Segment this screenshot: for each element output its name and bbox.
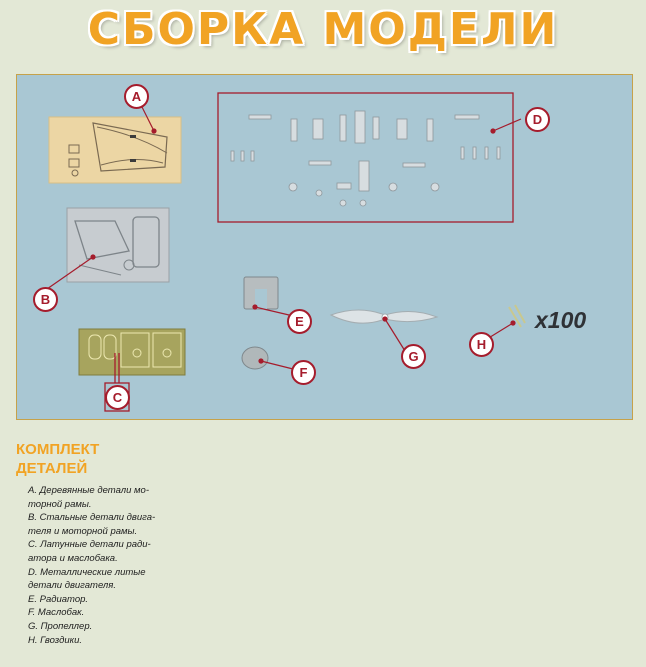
kit-heading-line-1: КОМПЛЕКТ [16,441,100,458]
brass-parts-fret [79,329,185,375]
legend-line: E. Радиатор. [28,593,89,605]
legend-line: B. Стальные детали двига- [28,512,156,524]
callout-c: C [105,385,130,410]
nails-quantity-label: x100 [535,307,587,333]
legend-line: торной рамы. [28,498,92,510]
radiator-casting [244,277,278,309]
callout-a: A [124,84,149,109]
legend-line: D. Металлические литые [28,566,146,578]
callout-g: G [401,344,426,369]
kit-heading [16,440,99,478]
legend-line: атора и маслобака. [28,552,118,564]
callout-h: H [469,332,494,357]
kit-heading-line-2: ДЕТАЛЕЙ [16,460,88,477]
legend-line: A. Деревянные детали мо- [28,485,149,496]
parts-legend [28,484,163,647]
oil-tank-casting [242,347,268,369]
parts-photo [16,74,633,420]
steel-parts-fret [67,208,169,282]
legend-line: C. Латунные детали ради- [28,539,151,551]
legend-line: F. Маслобак. [28,607,85,619]
metal-castings [231,111,500,206]
legend-line: теля и моторной рамы. [28,525,138,537]
wooden-parts-sheet [49,117,181,183]
legend-line: H. Гвоздики. [28,634,83,646]
callout-f: F [291,360,316,385]
callout-e: E [287,309,312,334]
callout-d: D [525,107,550,132]
callout-b: B [33,287,58,312]
page-title: СБОРКА МОДЕЛИ [87,4,559,55]
legend-line: G. Пропеллер. [28,620,93,632]
legend-line: детали двигателя. [28,580,117,592]
